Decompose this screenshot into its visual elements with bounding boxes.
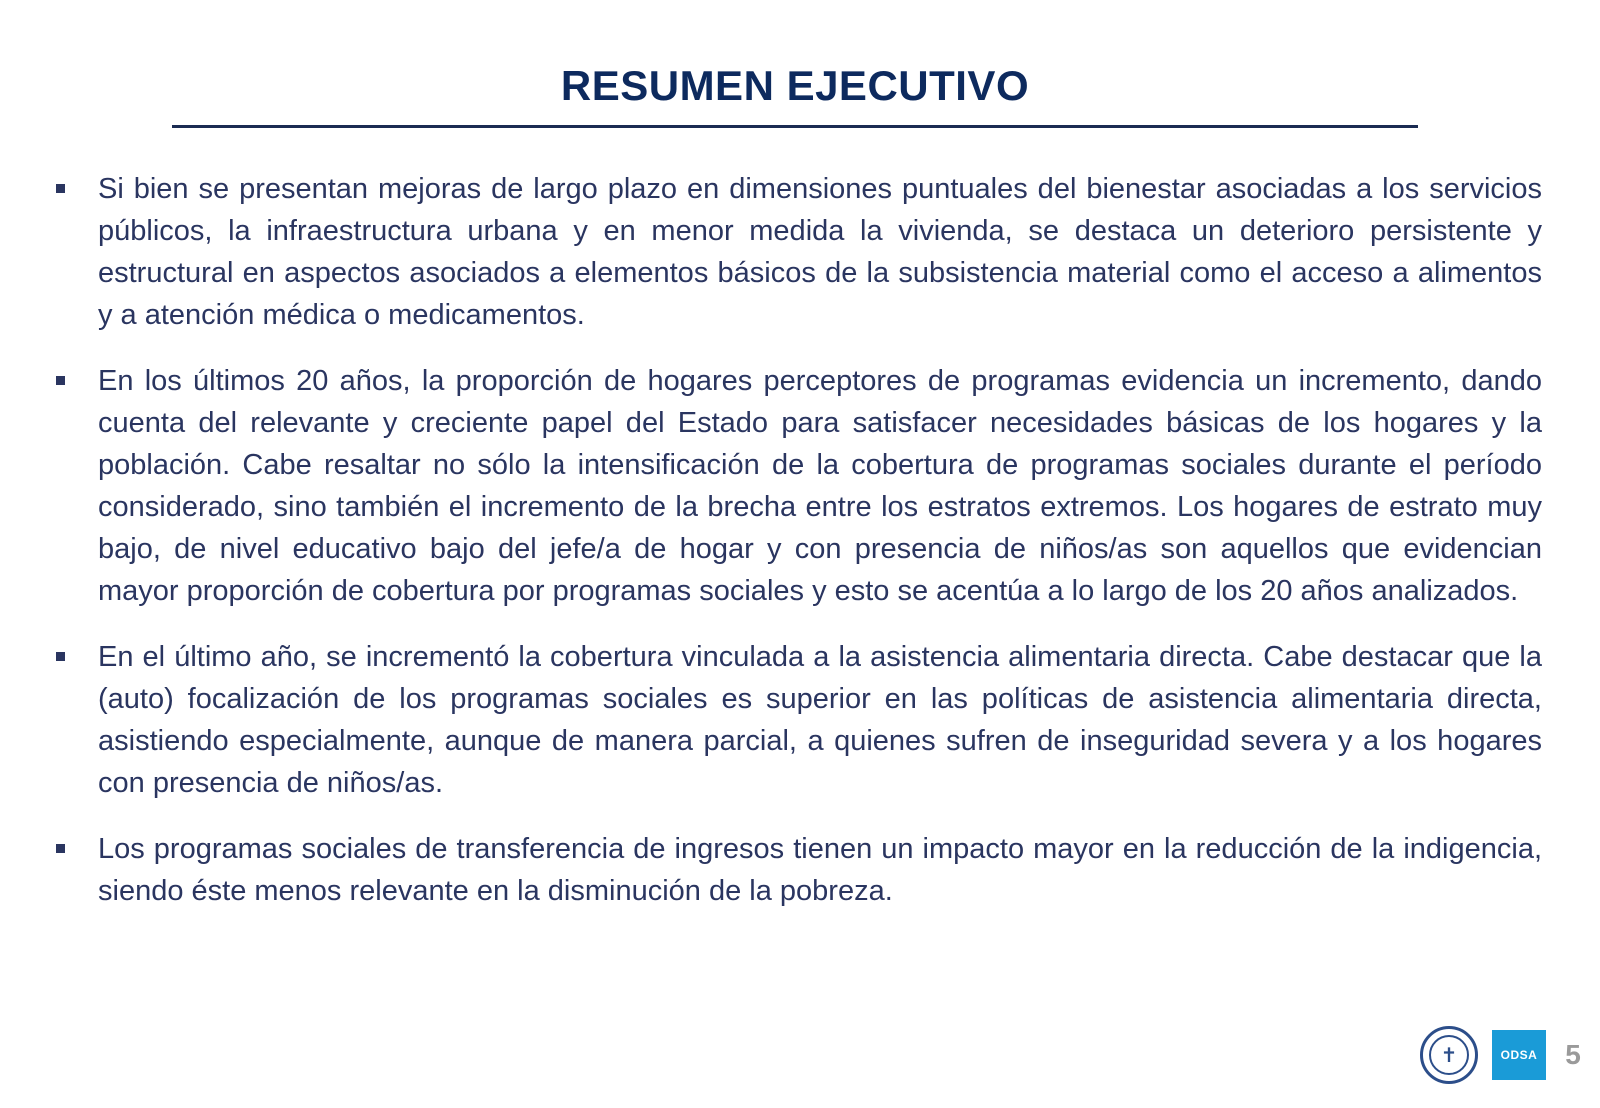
bullet-text: Si bien se presentan mejoras de largo plazo en dimensiones puntuales del bienestar asociadas a los servicios públicos, la infraestructura urbana y en menor medida la vivienda, se destaca un deterioro persistente y estructural en aspectos asociados a elementos básicos de la subsistencia material como el acceso a alimentos y a atención médica o medicamentos. <box>98 173 1542 331</box>
bullet-list <box>56 168 1542 936</box>
square-bullet-icon <box>56 844 65 853</box>
bullet-item <box>56 828 1542 912</box>
odsa-logo: ODSA <box>1492 1030 1546 1080</box>
slide-title: RESUMEN EJECUTIVO <box>560 62 1030 109</box>
bullet-text: Los programas sociales de transferencia de ingresos tienen un impacto mayor en la reducción de la indigencia, siendo éste menos relevante en la disminución de la pobreza. <box>98 833 1542 907</box>
title-underline <box>172 125 1418 128</box>
bullet-item <box>56 360 1542 612</box>
cross-anchor-icon: ✝ <box>1440 1043 1458 1067</box>
bullet-item <box>56 636 1542 804</box>
square-bullet-icon <box>56 376 65 385</box>
page-number: 5 <box>1565 1039 1581 1070</box>
bullet-text: En los últimos 20 años, la proporción de hogares perceptores de programas evidencia un incremento, dando cuenta del relevante y creciente papel del Estado para satisfacer necesidades básicas de los hogares y la población. Cabe resaltar no sólo la intensificación de la cobertura de programas sociales durante el período considerado, sino también el incremento de la brecha entre los estratos extremos. Los hogares de estrato muy bajo, de nivel educativo bajo del jefe/a de hogar y con presencia de niños/as son aquellos que evidencian mayor proporción de cobertura por programas sociales y esto se acentúa a lo largo de los 20 años analizados. <box>98 365 1542 607</box>
university-seal-icon <box>1420 1026 1478 1084</box>
square-bullet-icon <box>56 652 65 661</box>
slide-footer <box>1420 1024 1586 1086</box>
bullet-item <box>56 168 1542 336</box>
bullet-text: En el último año, se incrementó la cobertura vinculada a la asistencia alimentaria directa. Cabe destacar que la (auto) focalización de los programas sociales es superior en las políticas de asistencia alimentaria directa, asistiendo especialmente, aunque de manera parcial, a quienes sufren de inseguridad severa y a los hogares con presencia de niños/as. <box>98 641 1542 799</box>
square-bullet-icon <box>56 184 65 193</box>
